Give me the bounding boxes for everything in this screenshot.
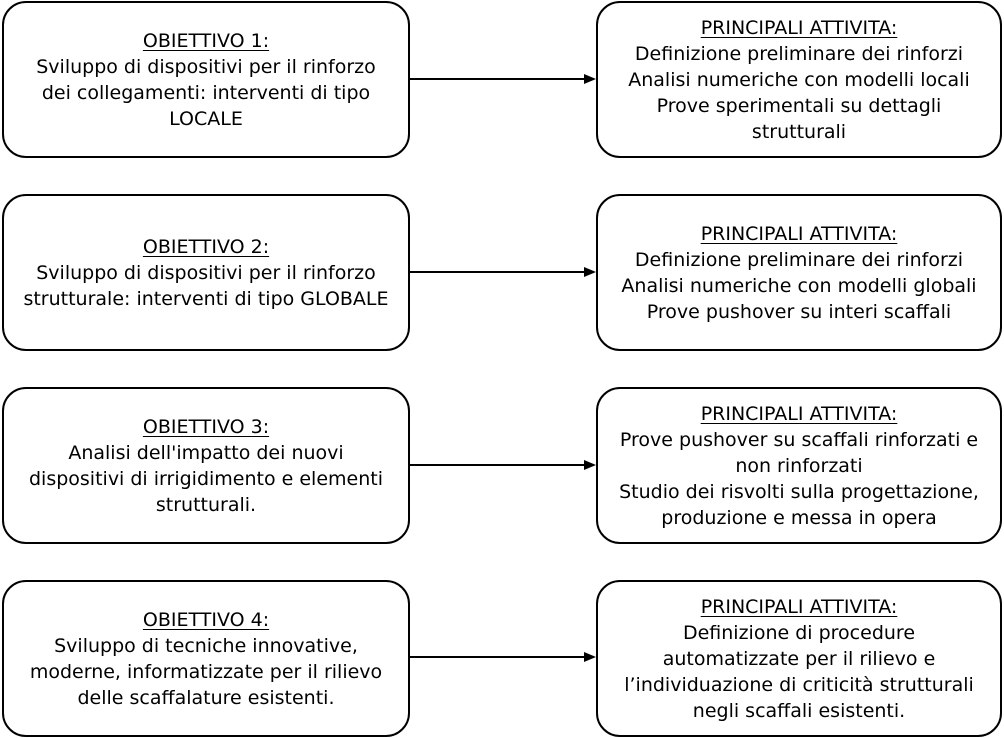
arrow-3 <box>410 458 596 472</box>
activities-1-line-3: Prove sperimentali su dettagli <box>656 94 942 117</box>
objective-1-line-1: Sviluppo di dispositivi per il rinforzo <box>36 55 376 78</box>
activities-1-line-1: Definizione preliminare dei rinforzi <box>634 42 964 65</box>
objective-3-line-2: dispositivi di irrigidimento e elementi <box>28 467 383 490</box>
objective-1-box <box>2 1 410 158</box>
objective-2-line-1: Sviluppo di dispositivi per il rinforzo <box>36 261 376 284</box>
activities-1-line-2: Analisi numeriche con modelli locali <box>628 68 970 91</box>
arrow-1-icon <box>410 72 596 86</box>
activities-4-box <box>596 580 1002 737</box>
activities-4-line-2: automatizzate per il rilievo e <box>662 647 936 670</box>
arrow-2 <box>410 265 596 279</box>
arrow-4 <box>410 650 596 664</box>
objective-2-heading: OBIETTIVO 2: <box>142 235 270 258</box>
activities-1-line-4: strutturali <box>751 120 847 143</box>
objective-1-heading: OBIETTIVO 1: <box>142 29 270 52</box>
objective-4-box <box>2 580 410 737</box>
activities-2-heading: PRINCIPALI ATTIVITA: <box>700 222 898 245</box>
arrow-2-icon <box>410 265 596 279</box>
arrow-1 <box>410 72 596 86</box>
objective-4-heading: OBIETTIVO 4: <box>142 608 270 631</box>
activities-3-line-3: Studio dei risvolti sulla progettazione, <box>619 480 979 503</box>
activities-4-line-4: negli scaffali esistenti. <box>692 699 906 722</box>
objective-3-box <box>2 387 410 544</box>
activities-2-line-3: Prove pushover su interi scaffali <box>646 300 952 323</box>
activities-2-box <box>596 194 1002 351</box>
objective-3-line-1: Analisi dell'impatto dei nuovi <box>68 441 344 464</box>
objective-1-line-3: LOCALE <box>169 107 243 130</box>
objective-2-box <box>2 194 410 351</box>
activities-3-line-4: produzione e messa in opera <box>661 506 937 529</box>
objective-4-line-1: Sviluppo di tecniche innovative, <box>54 634 358 657</box>
objective-3-heading: OBIETTIVO 3: <box>142 415 270 438</box>
activities-3-line-2: non rinforzati <box>735 454 863 477</box>
arrow-3-icon <box>410 458 596 472</box>
activities-1-heading: PRINCIPALI ATTIVITA: <box>700 16 898 39</box>
objective-3-line-3: strutturali. <box>155 493 257 516</box>
activities-4-line-3: l’individuazione di criticità strutturali <box>624 673 974 696</box>
objective-1-line-2: dei collegamenti: interventi di tipo <box>41 81 371 104</box>
activities-4-heading: PRINCIPALI ATTIVITA: <box>700 595 898 618</box>
activities-1-box <box>596 1 1002 158</box>
objective-4-line-2: moderne, informatizzate per il rilievo <box>29 660 383 683</box>
activities-4-line-1: Definizione di procedure <box>682 621 916 644</box>
objective-4-line-3: delle scaffalature esistenti. <box>77 686 335 709</box>
activities-3-line-1: Prove pushover su scaffali rinforzati e <box>619 428 979 451</box>
objective-2-line-2: strutturale: interventi di tipo GLOBALE <box>23 287 389 310</box>
activities-3-box <box>596 387 1002 544</box>
arrow-4-icon <box>410 650 596 664</box>
activities-2-line-2: Analisi numeriche con modelli globali <box>621 274 977 297</box>
activities-3-heading: PRINCIPALI ATTIVITA: <box>700 402 898 425</box>
activities-2-line-1: Definizione preliminare dei rinforzi <box>634 248 964 271</box>
